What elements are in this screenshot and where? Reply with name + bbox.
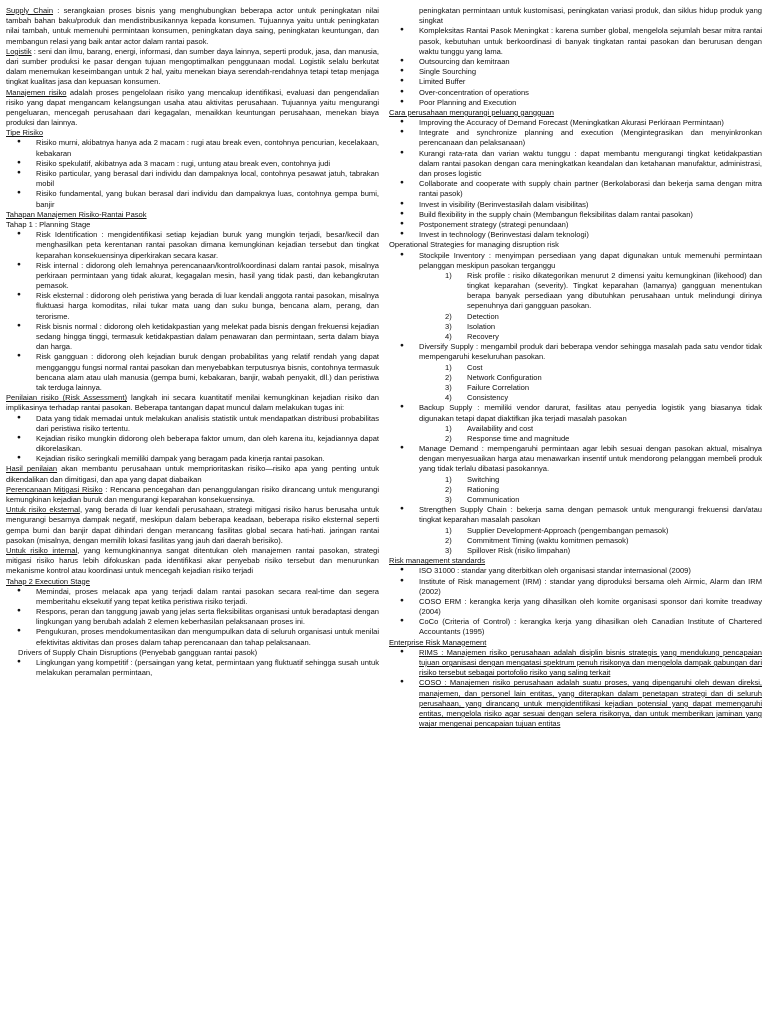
item-number: 1) <box>445 362 452 372</box>
list-item: ● Kurangi rata-rata dan varian waktu tunggu : dapat membantu mengurangi tingkat ketidakpastian dalam rantai pasokan dengan cara meningkatkan keandalan dan ketahanan manufaktur, administrasi, dan proses logistic <box>389 149 762 180</box>
list-item: ● Single Sourching <box>389 67 762 77</box>
supply-chain-term: Supply Chain <box>6 6 54 15</box>
list-item <box>389 342 762 403</box>
list-item <box>419 363 762 373</box>
item-number: 3) <box>445 545 452 555</box>
item-text: Communication <box>467 495 520 504</box>
rms-list <box>389 566 762 637</box>
rms-heading: Risk management standards <box>389 556 486 566</box>
list-item <box>419 475 762 485</box>
perencanaan-term: Perencanaan Mitigasi Risiko <box>6 484 103 494</box>
cara-list <box>389 118 762 240</box>
list-item: ● Risiko spekulatif, akibatnya ada 3 macam : rugi, untung atau break even, contohnya judi <box>6 159 379 169</box>
manage-sublist <box>419 475 762 506</box>
list-item <box>419 485 762 495</box>
item-text: Rationing <box>467 484 499 494</box>
item-text: Failure Correlation <box>467 382 530 392</box>
item-number: 2) <box>445 372 452 382</box>
item-text: Recovery <box>467 332 499 341</box>
stockpile-sublist <box>419 271 762 342</box>
list-item <box>419 546 762 556</box>
item-number: 4) <box>445 332 452 341</box>
penilaian-term: Penilaian risiko (Risk Assessment) <box>6 393 128 403</box>
item-text: Availability and cost <box>467 423 534 433</box>
list-item: ● Poor Planning and Execution <box>389 98 762 108</box>
list-item: ● Risiko particular, yang berasal dari individu dan dampaknya local, contohnya pesawat jatuh, tabrakan mobil <box>6 169 379 189</box>
item-number: 2) <box>445 535 452 545</box>
operational-list <box>389 251 762 557</box>
eksternal-term: Untuk risiko eksternal <box>6 505 80 515</box>
list-item: ● COSO ERM : kerangka kerja yang dihasilkan oleh komite organisasi sponsor dari komite treadway (2004) <box>389 597 762 617</box>
list-item: ● Memindai, proses melacak apa yang terjadi dalam rantai pasokan secara real-time dan segera memberitahu eksekutif yang tepat ketika peristiwa risiko terjadi. <box>6 587 379 607</box>
tipe-risiko-list <box>6 138 379 209</box>
list-item: ● Kejadian risiko seringkali memiliki dampak yang beragam pada kinerja rantai pasokan. <box>6 454 379 464</box>
internal-term: Untuk risiko internal <box>6 545 78 555</box>
item-number: 1) <box>445 423 452 433</box>
list-item: ● Integrate and synchronize planning and execution (Mengintegrasikan dan menyinkronkan perencanaan dan pelaksanaan) <box>389 128 762 148</box>
penilaian-paragraph <box>6 393 379 413</box>
hasil-penilaian-term: Hasil penilaian <box>6 464 58 474</box>
item-number: 2) <box>445 484 452 494</box>
list-item <box>419 495 762 505</box>
list-item: ● RIMS : Manajemen risiko perusahaan adalah disiplin bisnis strategis yang mendukung pencapaian tujuan organisasi dengan mengatasi spektrum penuh risikonya dan mengelola dampak gabungan dari risiko tersebut sebagai portofolio risiko yang saling terkait <box>389 648 762 679</box>
drivers-continued-list <box>389 26 762 108</box>
list-item: ● CoCo (Criteria of Control) : kerangka kerja yang dihasilkan oleh Canadian Institute of Chartered Accountants (1995) <box>389 617 762 637</box>
item-text: Isolation <box>467 321 496 331</box>
list-item: ● Lingkungan yang kompetitif : (persaingan yang ketat, permintaan yang fluktuatif sehingga susah untuk melakukan peramalan permintaan, <box>6 658 379 678</box>
manage-text: Manage Demand : mempengaruhi permintaan agar lebih sesuai dengan pasokan aktual, misalnya dengan menyesuaikan harga atau menawarkan insentif untuk mendorong pelanggan membeli produk yang tidak terlalu dibatasi pasokannya. <box>419 444 762 474</box>
perencanaan-text: : Rencana pencegahan dan penanggulangan risiko dirancang untuk mengurangi kemungkinan kejadian buruk dan mengurangi keparahan konsekuensinya. <box>6 484 379 504</box>
backup-text: Backup Supply : memiliki vendor darurat, fasilitas atau penyedia logistik yang biasanya tidak digunakan tetapi dapat diaktifkan jika terjadi masalah pasokan <box>419 403 762 423</box>
list-item: ● ISO 31000 : standar yang diterbitkan oleh organisasi standar internasional (2009) <box>389 566 762 576</box>
item-text: Switching <box>467 474 500 484</box>
list-item: ● Over-concentration of operations <box>389 88 762 98</box>
item-number: 2) <box>445 311 452 321</box>
list-item: ● Kompleksitas Rantai Pasok Meningkat : karena sumber global, mengelola sejumlah besar mitra rantai pasok, kebutuhan untuk berkoordinasi di banyak tingkatan rantai pasokan dan berurusan dengan waktu tunggu yang lama. <box>389 26 762 57</box>
list-item <box>419 424 762 434</box>
item-text: Commitment Timing (waktu komitmen pemasok) <box>467 535 629 545</box>
list-item <box>389 251 762 343</box>
item-number: 1) <box>445 525 452 535</box>
tahapan-heading: Tahapan Manajemen Risiko-Rantai Pasok <box>6 209 147 219</box>
list-item: ● Risiko murni, akibatnya hanya ada 2 macam : rugi atau break even, contohnya pencurian, kecelakaan, kebakaran <box>6 138 379 158</box>
list-item <box>419 393 762 403</box>
item-number: 4) <box>445 393 452 403</box>
list-item: ● Risk eksternal : didorong oleh peristiwa yang berada di luar kendali anggota rantai pasokan, misalnya fluktuasi harga komoditas, nilai tukar mata uang dan suku bunga, bencana alam, perang, dan terorisme. <box>6 291 379 322</box>
manajemen-risiko-term: Manajemen risiko <box>6 87 67 97</box>
list-item: ● Pengukuran, proses mendokumentasikan dan mengumpulkan data di seluruh organisasi untuk menilai efektivitas aktivitas dan proses dalam tahap perencanaan dan tahap pelaksanaan. <box>6 627 379 647</box>
list-item <box>419 271 762 312</box>
tipe-risiko-heading: Tipe Risiko <box>6 128 44 138</box>
item-number: 2) <box>445 433 452 443</box>
perencanaan-paragraph <box>6 485 379 505</box>
list-item: ● Risk internal : didorong oleh lemahnya perencanaan/kontrol/koordinasi dalam rantai pasok, misalnya perkiraan permintaan yang tidak akurat, kegagalan mesin, hasil yang tidak pasti, dan kebangkrutan pemasok. <box>6 261 379 292</box>
item-text: Risk profile : risiko dikategorikan menurut 2 dimensi yaitu kemungkinan (likehood) dan tingkat keparahan (severity). Tingkat keparahan (lamanya) gangguan menentukan berapa banyak persediaan yang dibutuhkan perusahaan untuk melindungi dirinya sepenuhnya dari gangguan pasokan. <box>467 270 762 311</box>
logistik-term: Logistik <box>6 46 32 56</box>
strengthen-text: Strengthen Supply Chain : bekerja sama dengan pemasok untuk mengurangi frekuensi dan/atau tingkat keparahan masalah pasokan <box>419 505 762 525</box>
item-number: 3) <box>445 321 452 331</box>
drivers-list <box>6 658 379 678</box>
item-number: 3) <box>445 495 452 504</box>
logistik-text: : seni dan ilmu, barang, energi, informasi, dan sumber daya lainnya, seperti produk, jasa, dan manusia, dari sumber produksi ke pasar dengan tujuan mengoptimalkan penggunaan modal. Logistik selalu berkutat dalam menemukan keseimbangan untuk 2 hal, yaitu menekan biaya serendah-rendahnya tetapi tetap menjaga tingkat kualitas jasa dan kepuasan konsumen. <box>6 46 379 87</box>
cara-heading: Cara perusahaan mengurangi peluang gangguan <box>389 107 554 117</box>
continuation-line: peningkatan permintaan untuk kustomisasi, peningkatan variasi produk, dan siklus hidup produk yang singkat <box>419 6 762 26</box>
list-item: ● Respons, peran dan tanggung jawab yang jelas serta fleksibilitas organisasi untuk beradaptasi dengan lingkungan yang berubah adalah 2 elemen keberhasilan pelaksanaan proses ini. <box>6 607 379 627</box>
list-item: ● Collaborate and cooperate with supply chain partner (Berkolaborasi dan bekerja sama dengan mitra rantai pasok) <box>389 179 762 199</box>
list-item: ● Risiko fundamental, yang bukan berasal dari individu dan dampaknya luas, contohnya gempa bumi, banjir <box>6 189 379 209</box>
drivers-heading: Drivers of Supply Chain Disruptions (Penyebab gangguan rantai pasok) <box>18 647 258 657</box>
list-item <box>419 383 762 393</box>
list-item: ● Postponement strategy (strategi penundaan) <box>389 220 762 230</box>
erm-list <box>389 648 762 730</box>
eksternal-text: , yang berada di luar kendali perusahaan, strategi mitigasi risiko harus berusaha untuk mengurangi besarnya dampak negatif, meskipun dalam beberapa keadaan, beberapa risiko eksternal seperti gempa bumi dan banjir dapat dihindari dengan merancang fasilitas global secara hati-hati. jaringan rantai pasokan (misalnya, dengan memilih lokasi fasilitas yang jauh dari daerah berisiko). <box>6 505 379 545</box>
list-item <box>389 505 762 556</box>
item-number: 1) <box>445 270 452 280</box>
list-item: ● Invest in technology (Berinvestasi dalam teknologi) <box>389 230 762 240</box>
logistik-paragraph <box>6 47 379 88</box>
tahap1-list <box>6 230 379 393</box>
list-item: ● Data yang tidak memadai untuk melakukan analisis statistik untuk mendapatkan distribusi probabilitas dari peristiwa risiko tertentu. <box>6 414 379 434</box>
list-item <box>389 403 762 444</box>
list-item: ● Risk bisnis normal : didorong oleh ketidakpastian yang melekat pada bisnis dengan frekuensi kejadian sedang hingga tinggi, termasuk ketidakpastian dalam penawaran dan permintaan, serta dalam biaya dan harga. <box>6 322 379 353</box>
operational-heading: Operational Strategies for managing disruption risk <box>389 240 559 250</box>
list-item <box>389 444 762 505</box>
diversify-sublist <box>419 363 762 404</box>
supply-chain-text: : serangkaian proses bisnis yang menghubungkan beberapa actor untuk peningkatan nilai tambah bahan baku/produk dan mendistribusikannya kepada konsumen. Tujuannya yaitu untuk peningkatan nilai tambah, untuk memenuhi permintaan konsumen, peningkatan daya saing, peningkatan keuntungan, dan membangun relasi yang baik antar actor dalam rantai pasok. <box>6 6 379 46</box>
list-item: ● Limited Buffer <box>389 77 762 87</box>
hasil-penilaian-text: akan membantu perusahaan untuk memprioritaskan risiko—risiko apa yang penting untuk dikendalikan dan dimitigasi, dan apa yang dapat diabaikan <box>6 464 379 484</box>
penilaian-text: langkah ini secara kuantitatif menilai kemungkinan kejadian risiko dan implikasinya terhadap rantai pasokan. Beberapa tantangan dapat muncul dalam melakukan tugas ini: <box>6 393 379 413</box>
list-item <box>419 526 762 536</box>
item-text: Cost <box>467 362 483 372</box>
penilaian-list <box>6 414 379 465</box>
stockpile-text: Stockpile Inventory : menyimpan persediaan yang dapat digunakan untuk memenuhi permintaan pelanggan meskipun pasokan terganggu <box>419 250 762 270</box>
eksternal-paragraph <box>6 505 379 546</box>
item-text: Consistency <box>467 393 509 403</box>
item-text: Spillover Risk (risiko limpahan) <box>467 545 571 555</box>
manajemen-risiko-text: adalah proses pengelolaan risiko yang mencakup identifikasi, evaluasi dan pengendalian risiko yang dapat mengancam kelangsungan usaha atau aktivitas perusahaan. Tujuannya yaitu mengurangi pengeluaran, mencegah perusahaan dari kegagalan, menaikkan keuntungan perusahaan, menekan biaya produksi dan lainnya. <box>6 87 379 128</box>
item-text: Response time and magnitude <box>467 433 570 443</box>
supply-chain-paragraph <box>6 6 379 47</box>
item-number: 1) <box>445 474 452 484</box>
list-item: ● Build flexibility in the supply chain (Membangun fleksibilitas dalam rantai pasokan) <box>389 210 762 220</box>
list-item: ● Invest in visibility (Berinvestasilah dalam visibilitas) <box>389 200 762 210</box>
tahap2-list <box>6 587 379 648</box>
list-item: ● Risk Identification : mengidentifikasi setiap kejadian buruk yang mungkin terjadi, besar/kecil dan menghasilkan peta kerentanan rantai pasokan dimana kemungkinan kejadian tersebut dan tingkat keparahan konsekuensinya diperkirakan secara kasar. <box>6 230 379 261</box>
tahap2-heading: Tahap 2 Execution Stage <box>6 576 90 586</box>
list-item: ● Improving the Accuracy of Demand Forecast (Meningkatkan Akurasi Perkiraan Permintaan) <box>389 118 762 128</box>
backup-sublist <box>419 424 762 444</box>
internal-paragraph <box>6 546 379 577</box>
list-item <box>419 322 762 332</box>
list-item <box>419 434 762 444</box>
hasil-penilaian-paragraph <box>6 464 379 484</box>
item-text: Supplier Development-Approach (pengembangan pemasok) <box>467 525 669 535</box>
list-item <box>419 373 762 383</box>
list-item: ● COSO : Manajemen risiko perusahaan adalah suatu proses, yang dipengaruhi oleh dewan direksi, manajemen, dan personel lain entitas, yang diterapkan dalam penetapan strategi dan di seluruh perusahaan, yang dirancang untuk mengidentifikasi kejadian potensial yang dapat memengaruhi entitas, mengelola risiko agar sesuai dengan selera risikonya, dan untuk memberikan jaminan yang wajar mengenai pencapaian tujuan entitas <box>389 678 762 729</box>
list-item <box>419 312 762 322</box>
list-item: ● Risk gangguan : didorong oleh kejadian buruk dengan probabilitas yang relatif rendah yang dapat mengganggu fungsi normal rantai pasokan dan menyebabkan terputusnya bisnis, contohnya termasuk bencana alam atau ulah manusia (gempa bumi, kebakaran, banjir, wabah penyakit, dll.) dan peristiwa tak terduga lainnya. <box>6 352 379 393</box>
list-item <box>419 536 762 546</box>
list-item: ● Outsourcing dan kemitraan <box>389 57 762 67</box>
list-item <box>419 332 762 342</box>
tahap1-heading: Tahap 1 : Planning Stage <box>6 219 91 229</box>
item-text: Network Configuration <box>467 372 542 382</box>
internal-text: , yang kemungkinannya sangat ditentukan oleh manajemen rantai pasokan, strategi mitigasi risiko harus lebih difokuskan pada identifikasi akar penyebab risiko tersebut dan menurunkan mekanisme kontrol atau koordinasi untuk mencegah kejadian risiko terjadi <box>6 545 379 576</box>
list-item: ● Kejadian risiko mungkin didorong oleh beberapa faktor umum, dan oleh karena itu, kejadiannya dapat dikorelasikan. <box>6 434 379 454</box>
erm-heading: Enterprise Risk Management <box>389 637 487 647</box>
list-item: ● Institute of Risk management (IRM) : standar yang diproduksi bersama oleh Airmic, Alarm dan IRM (2002) <box>389 577 762 597</box>
left-column <box>6 6 379 1024</box>
item-text: Detection <box>467 311 499 321</box>
manajemen-risiko-paragraph <box>6 88 379 129</box>
right-column <box>389 6 762 1024</box>
strengthen-sublist <box>419 526 762 557</box>
diversify-text: Diversify Supply : mengambil produk dari beberapa vendor sehingga masalah pada satu vendor tidak mempengaruhi keseluruhan pasokan. <box>419 342 762 362</box>
item-number: 3) <box>445 382 452 392</box>
